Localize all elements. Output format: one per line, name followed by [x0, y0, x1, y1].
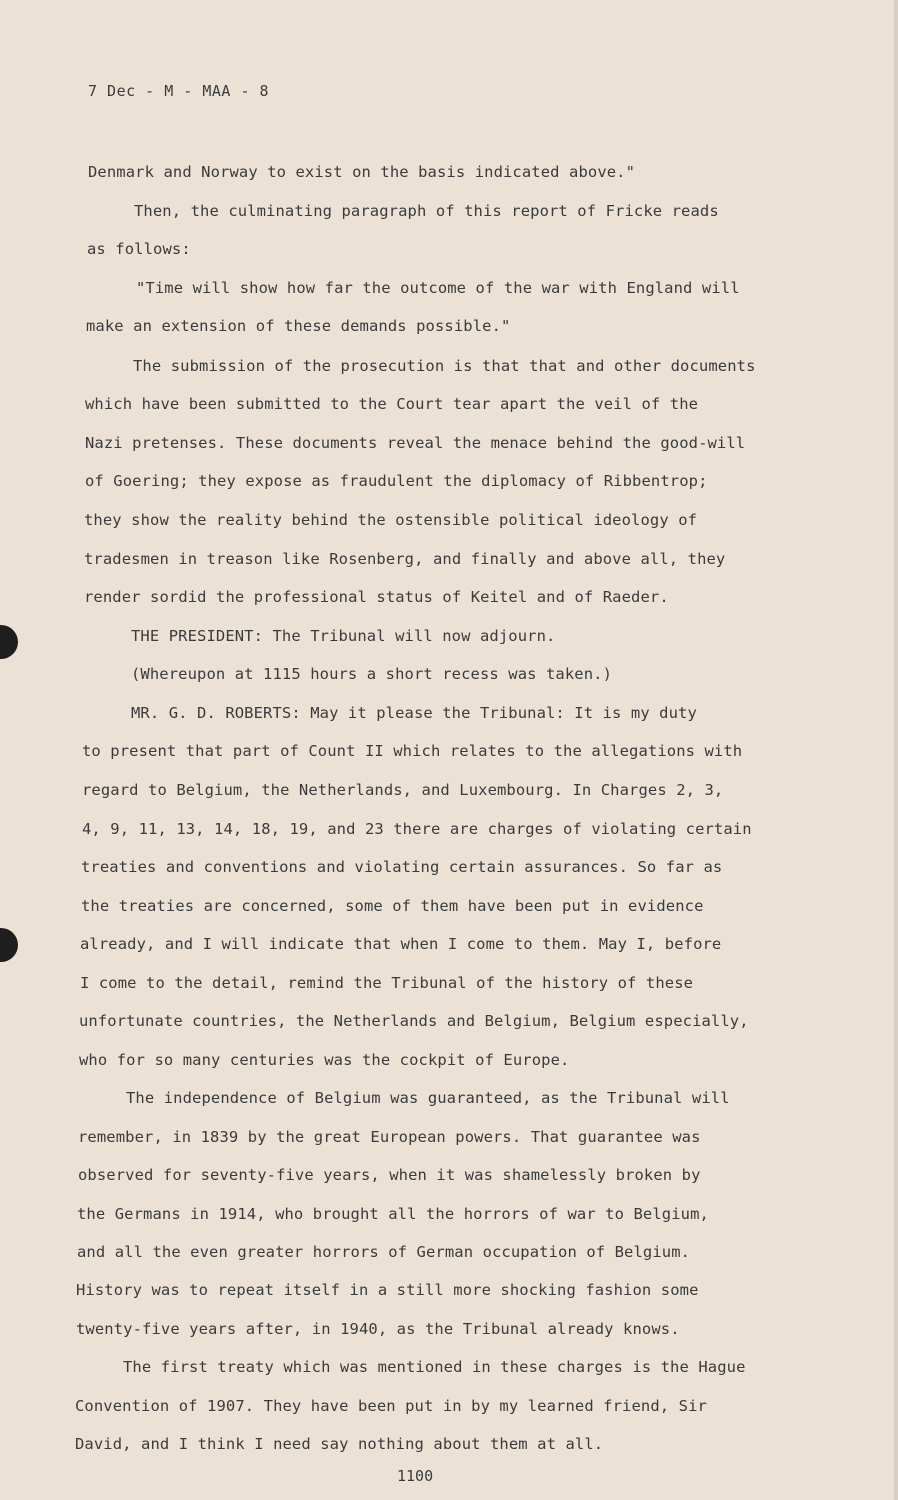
text-line: render sordid the professional status of Keitel and of Raeder. [84, 588, 669, 606]
text-line: the treaties are concerned, some of them have been put in evidence [81, 897, 704, 915]
text-line: MR. G. D. ROBERTS: May it please the Tribunal: It is my duty [131, 704, 697, 722]
text-line: treaties and conventions and violating certain assurances. So far as [81, 858, 723, 876]
page-header: 7 Dec - M - MAA - 8 [88, 82, 270, 100]
text-line: David, and I think I need say nothing about them at all. [75, 1435, 604, 1453]
punch-hole-lower [0, 928, 18, 962]
text-line: The independence of Belgium was guaranteed, as the Tribunal will [126, 1089, 730, 1107]
text-line: and all the even greater horrors of German occupation of Belgium. [77, 1243, 691, 1261]
text-line: twenty-five years after, in 1940, as the Tribunal already knows. [76, 1320, 680, 1338]
text-line: who for so many centuries was the cockpit of Europe. [79, 1051, 570, 1069]
text-line: which have been submitted to the Court tear apart the veil of the [85, 395, 699, 413]
text-line: already, and I will indicate that when I come to them. May I, before [80, 935, 722, 953]
text-line: The first treaty which was mentioned in these charges is the Hague [123, 1358, 746, 1376]
text-line: (Whereupon at 1115 hours a short recess was taken.) [131, 665, 613, 683]
text-line: unfortunate countries, the Netherlands and Belgium, Belgium especially, [79, 1012, 749, 1030]
text-line: Denmark and Norway to exist on the basis indicated above." [88, 163, 636, 181]
text-line: Convention of 1907. They have been put in by my learned friend, Sir [75, 1397, 707, 1415]
text-line: Then, the culminating paragraph of this report of Fricke reads [134, 202, 719, 220]
text-line: THE PRESIDENT: The Tribunal will now adjourn. [131, 627, 556, 645]
text-line: to present that part of Count II which relates to the allegations with [82, 742, 743, 760]
text-line: Nazi pretenses. These documents reveal the menace behind the good-will [85, 434, 746, 452]
text-line: remember, in 1839 by the great European powers. That guarantee was [78, 1128, 701, 1146]
text-line: tradesmen in treason like Rosenberg, and finally and above all, they [84, 550, 726, 568]
text-line: make an extension of these demands possible." [86, 317, 511, 335]
text-line: as follows: [87, 240, 191, 258]
text-line: they show the reality behind the ostensible political ideology of [84, 511, 698, 529]
text-line: of Goering; they expose as fraudulent the diplomacy of Ribbentrop; [85, 472, 708, 490]
text-line: 4, 9, 11, 13, 14, 18, 19, and 23 there are charges of violating certain [82, 820, 752, 838]
text-line: History was to repeat itself in a still more shocking fashion some [76, 1281, 699, 1299]
text-line: I come to the detail, remind the Tribunal of the history of these [80, 974, 694, 992]
punch-hole-upper [0, 625, 18, 659]
text-line: The submission of the prosecution is that that and other documents [133, 357, 756, 375]
text-line: "Time will show how far the outcome of the war with England will [136, 279, 740, 297]
page-edge [894, 0, 898, 1500]
text-line: regard to Belgium, the Netherlands, and Luxembourg. In Charges 2, 3, [82, 781, 724, 799]
page-number: 1100 [397, 1467, 434, 1485]
text-line: observed for seventy-five years, when it was shamelessly broken by [78, 1166, 701, 1184]
text-line: the Germans in 1914, who brought all the horrors of war to Belgium, [77, 1205, 709, 1223]
